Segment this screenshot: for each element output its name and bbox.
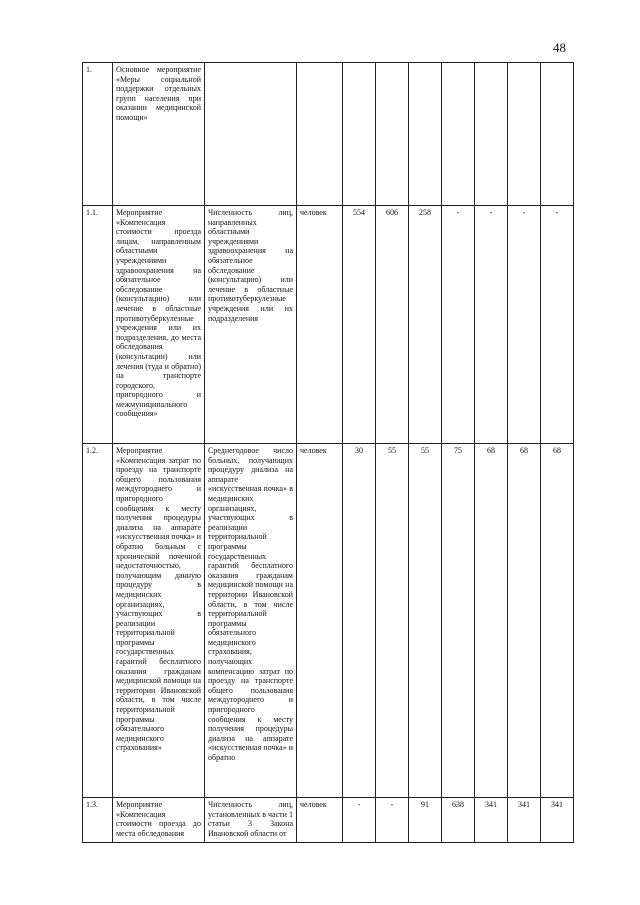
value-cell: 68 <box>475 444 508 798</box>
indicator-cell: Среднегодовое число больных, получающих процедуру диализа на аппарате «искусственная почка» в медицинских организациях, участвующих в реализации территориальной программы государственных гарантий бесплатного оказания гражданам медицинской помощи на территории Ивановской области, в том числе территориальной программы обязательного медицинского страхования, получающих компенсацию затрат по проезду на транспорте общего пользования междугороднего и пригородного сообщения к месту получения процедуры диализа на аппарате «искусственная почка» и обратно <box>205 444 297 798</box>
value-cell <box>376 63 409 206</box>
value-cell <box>508 63 541 206</box>
value-cell: - <box>376 798 409 843</box>
value-cell <box>343 63 376 206</box>
row-number-cell: 1.3. <box>83 798 113 843</box>
value-cell: 258 <box>409 206 442 444</box>
measure-name-cell: Мероприятие «Компенсация затрат по проезду на транспорте общего пользования междугороднего и пригородного сообщения к месту получения процедуры диализа на аппарате «искусственная почка» и обратно больным с хронической почечной недостаточностью, получающим данную процедуру в медицинских организациях, участвующих в реализации территориальной программы государственных гарантий бесплатного оказания гражданам медицинской помощи на территории Ивановской области, в том числе территориальной программы обязательного медицинского страхования» <box>113 444 205 798</box>
indicator-cell <box>205 63 297 206</box>
value-cell: 91 <box>409 798 442 843</box>
unit-cell: человек <box>297 798 343 843</box>
table-row <box>83 798 574 843</box>
measure-name-cell: Мероприятие «Компенсация стоимости проезда до места обследования <box>113 798 205 843</box>
value-cell: 30 <box>343 444 376 798</box>
value-cell: - <box>343 798 376 843</box>
value-cell: 341 <box>541 798 574 843</box>
indicators-table <box>82 62 574 843</box>
value-cell <box>442 63 475 206</box>
indicator-cell: Численность лиц, направленных областными учреждениями здравоохранения на обязательное обследование (консультацию) или лечение в областные противотуберкулезные учреждения или их подразделения <box>205 206 297 444</box>
indicator-cell: Численность лиц, установленных в части 1 статьи 3 Закона Ивановской области от <box>205 798 297 843</box>
page-number: 48 <box>553 40 566 55</box>
unit-cell: человек <box>297 444 343 798</box>
value-cell <box>475 63 508 206</box>
value-cell: 68 <box>508 444 541 798</box>
value-cell: 554 <box>343 206 376 444</box>
value-cell: - <box>442 206 475 444</box>
value-cell: - <box>475 206 508 444</box>
value-cell: - <box>508 206 541 444</box>
value-cell: 75 <box>442 444 475 798</box>
value-cell: 606 <box>376 206 409 444</box>
unit-cell: человек <box>297 206 343 444</box>
value-cell <box>541 63 574 206</box>
row-number-cell: 1.2. <box>83 444 113 798</box>
value-cell: 341 <box>508 798 541 843</box>
value-cell: 638 <box>442 798 475 843</box>
value-cell: 68 <box>541 444 574 798</box>
measure-name-cell: Основное мероприятие «Меры социальной поддержки отдельных групп населения при оказании медицинской помощи» <box>113 63 205 206</box>
table-row <box>83 206 574 444</box>
unit-cell <box>297 63 343 206</box>
row-number-cell: 1.1. <box>83 206 113 444</box>
table-row <box>83 63 574 206</box>
value-cell: 55 <box>409 444 442 798</box>
row-number-cell: 1. <box>83 63 113 206</box>
value-cell <box>409 63 442 206</box>
measure-name-cell: Мероприятие «Компенсация стоимости проезда лицам, направленным областными учреждениями здравоохранения на обязательное обследование (консультацию) или лечение в областные противотуберкулезные учреждения или их подразделения, до места обследования (консультации) или лечения (туда и обратно) на транспорте городского, пригородного и межмуниципального сообщения» <box>113 206 205 444</box>
value-cell: - <box>541 206 574 444</box>
value-cell: 341 <box>475 798 508 843</box>
value-cell: 55 <box>376 444 409 798</box>
table-row <box>83 444 574 798</box>
